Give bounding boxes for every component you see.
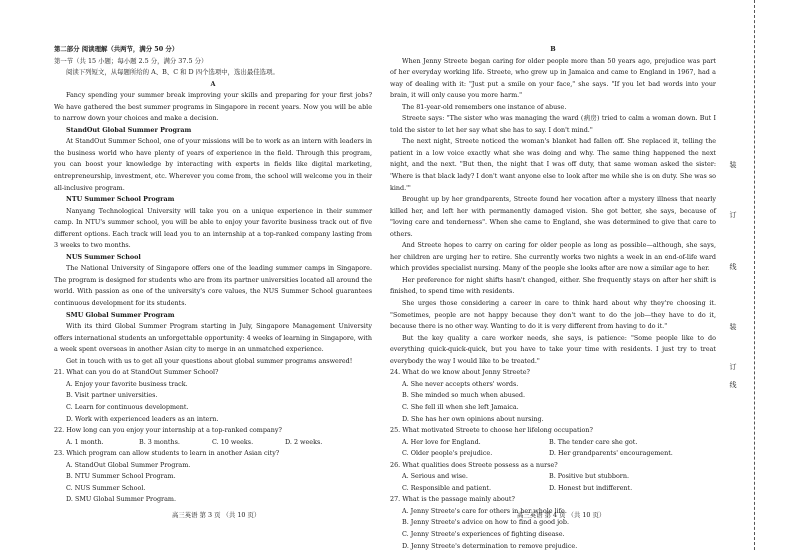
passage-a-closing: Get in touch with us to get all your questions about global summer programs answered! xyxy=(66,356,353,365)
program-text: With its third Global Summer Program starting in July, Singapore Management University offers international students an unforgettable opportunity: 4 weeks of learning in Singapore, with a week spent overseas in another Asian city to merge in an unmatched experience. xyxy=(54,322,372,354)
question-21-stem: 21. What can you do at StandOut Summer School? xyxy=(54,368,219,377)
question-27-stem: 27. What is the passage mainly about? xyxy=(390,495,515,504)
page-footer-right: 高三英语 第 4 页 （共 10 页） xyxy=(517,511,606,519)
question-26-options-row xyxy=(390,471,716,483)
left-column xyxy=(54,44,372,506)
passage-a-letter: A xyxy=(210,79,216,88)
question-25-option: C. Older people's prejudice. xyxy=(402,449,493,458)
question-24-option: A. She never accepts others' words. xyxy=(402,379,519,388)
question-22-option: A. 1 month. xyxy=(66,437,104,446)
question-26-option: D. Honest but indifferent. xyxy=(549,483,633,492)
question-27-option: C. Jenny Streete's experiences of fighting disease. xyxy=(402,529,565,538)
question-21-option: C. Learn for continuous development. xyxy=(66,402,189,411)
passage-b-letter: B xyxy=(550,45,556,53)
question-26-option: A. Serious and wise. xyxy=(402,472,468,481)
binding-label: 装 xyxy=(729,161,737,169)
program-text: At StandOut Summer School, one of your missions will be to work as an intern with leaders in the business world who have plenty of years of experience in the field. Through this program, you can boost your knowledge by interacting with experts in fields like digital marketing, entrepreneurship, investment, etc. Wherever you come from, the school will welcome you in their all-inclusive program. xyxy=(54,137,372,192)
program-text: Nanyang Technological University will take you on a unique experience in their summer camp. In NTU's summer school, you will be able to enjoy your favorite business track out of five different options. Each track will lead you to an internship at a top-ranked company lasting from 3 weeks to two months. xyxy=(54,206,372,250)
passage-b-paragraph: She urges those considering a career in care to think hard about why they're choosing it. "Sometimes, people are not happy because they don't want to do the job—they have to do it, because there is no other way. Wanting to do it is very different from having to do it." xyxy=(390,299,716,331)
question-27-option: B. Jenny Streete's advice on how to find a good job. xyxy=(402,518,570,527)
question-22-option: B. 3 months. xyxy=(139,437,180,446)
question-26-option: B. Positive but stubborn. xyxy=(549,472,630,481)
question-22-options xyxy=(54,437,372,449)
passage-b-paragraph: Streete says: "The sister who was managing the ward (病房) tried to calm a woman down. But I told the sister to let her say what she has to say. I don't mind." xyxy=(390,114,716,134)
question-25-option: D. Her grandparents' encouragement. xyxy=(549,449,673,458)
right-column xyxy=(390,44,716,552)
question-23-stem: 23. Which program can allow students to learn in another Asian city? xyxy=(54,449,280,458)
program-name: NTU Summer School Program xyxy=(66,195,175,204)
question-23-option: B. NTU Summer School Program. xyxy=(66,472,176,481)
passage-b-paragraph: When Jenny Streete began caring for older people more than 50 years ago, prejudice was part of her everyday working life. Streete, who grew up in Jamaica and came to England in 1967, had a way of dealing with it: "Just put a smile on your face," she says. "If you let bad words into your brain, it will only cause you more harm." xyxy=(390,56,716,100)
question-27-option: A. Jenny Streete's care for others in her whole life. xyxy=(402,506,567,515)
section-title: 第二部分 阅读理解（共两节，满分 50 分） xyxy=(54,45,179,53)
question-25-options-row xyxy=(390,448,716,460)
passage-a-intro: Fancy spending your summer break improving your skills and preparing for your first jobs? We have gathered the best summer programs in Singapore in recent years. Now you will be able to narrow down your choices and make a decision. xyxy=(54,91,372,123)
question-27-option: D. Jenny Streete's determination to remove prejudice. xyxy=(402,541,578,550)
passage-b-paragraph: Brought up by her grandparents, Streete found her vocation after a mystery illness that nearly killed her, and left her with permanently damaged vision. She got better, she says, because of "loving care and tenderness". When she came to England, she was determined to give that care to others. xyxy=(390,195,716,238)
question-23-option: C. NUS Summer School. xyxy=(66,483,146,492)
binding-label: 装 xyxy=(729,323,737,331)
question-25-stem: 25. What motivated Streete to choose her lifelong occupation? xyxy=(390,426,593,435)
question-26-stem: 26. What qualities does Streete possess as a nurse? xyxy=(390,460,558,469)
binding-line xyxy=(754,0,756,550)
question-21-option: A. Enjoy your favorite business track. xyxy=(66,379,188,388)
question-23-option: A. StandOut Global Summer Program. xyxy=(66,460,191,469)
binding-label: 线 xyxy=(729,381,737,389)
question-26-option: C. Responsible and patient. xyxy=(402,483,491,492)
question-24-stem: 24. What do we know about Jenny Streete? xyxy=(390,368,530,377)
subsection-title: 第一节（共 15 小题；每小题 2.5 分，满分 37.5 分） xyxy=(54,56,208,65)
program-text: The National University of Singapore offers one of the leading summer camps in Singapore. The program is designed for students who are from its partner universities located all around the world. With passion as one of the university's core values, the NUS Summer School guarantees continuous development for its students. xyxy=(54,264,372,308)
question-26-options-row xyxy=(390,483,716,495)
passage-b-paragraph: And Streete hopes to carry on caring for older people as long as possible—although, she says, her children are urging her to retire. She currently works two nights a week in an end-of-life ward which provides specialist nursing. Many of the people she looks after are now a similar age to her. xyxy=(390,241,716,273)
question-25-option: B. The tender care she got. xyxy=(549,437,638,446)
passage-b-paragraph: But the key quality a care worker needs, she says, is patience: "Some people like to do everything quick-quick-quick, but you have to take your time with residents. I just try to treat everybody the way I would like to be treated." xyxy=(390,333,716,365)
program-name: SMU Global Summer Program xyxy=(66,310,175,319)
binding-label: 订 xyxy=(729,363,737,371)
question-22-option: D. 2 weeks. xyxy=(285,437,323,446)
question-21-option: D. Work with experienced leaders as an intern. xyxy=(66,414,219,423)
question-23-option: D. SMU Global Summer Program. xyxy=(66,495,177,504)
passage-b-paragraph: Her preference for night shifts hasn't changed, either. She frequently stays on after her shift is finished, to spend time with residents. xyxy=(390,275,716,296)
passage-b-paragraph: The 81-year-old remembers one instance of abuse. xyxy=(402,102,567,111)
question-22-option: C. 10 weeks. xyxy=(212,437,254,446)
question-25-option: A. Her love for England. xyxy=(402,437,481,446)
instruction: 阅读下列短文，从每题所给的 A、B、C 和 D 四个选项中，选出最佳选项。 xyxy=(66,68,279,77)
question-21-option: B. Visit partner universities. xyxy=(66,391,158,400)
program-name: NUS Summer School xyxy=(66,252,141,261)
question-22-stem: 22. How long can you enjoy your internship at a top-ranked company? xyxy=(54,426,282,435)
page-footer-left: 高三英语 第 3 页 （共 10 页） xyxy=(172,511,261,519)
passage-b-paragraph: The next night, Streete noticed the woman's blanket had fallen off. She replaced it, telling the patient in a low voice exactly what she was doing and why. The same thing happened the next night, and the next. "But then, the night that I was off duty, that same woman asked the sister: 'Where is that black lady? I don't want anyone else to look after me while she is on duty. She was so kind.'" xyxy=(390,137,716,192)
binding-label: 线 xyxy=(729,263,737,271)
binding-label: 订 xyxy=(729,211,737,219)
question-24-option: D. She has her own opinions about nursing. xyxy=(402,414,544,423)
program-name: StandOut Global Summer Program xyxy=(66,125,192,134)
question-25-options-row xyxy=(390,437,716,449)
question-24-option: C. She fell ill when she left Jamaica. xyxy=(402,402,519,411)
question-24-option: B. She minded so much when abused. xyxy=(402,391,526,400)
